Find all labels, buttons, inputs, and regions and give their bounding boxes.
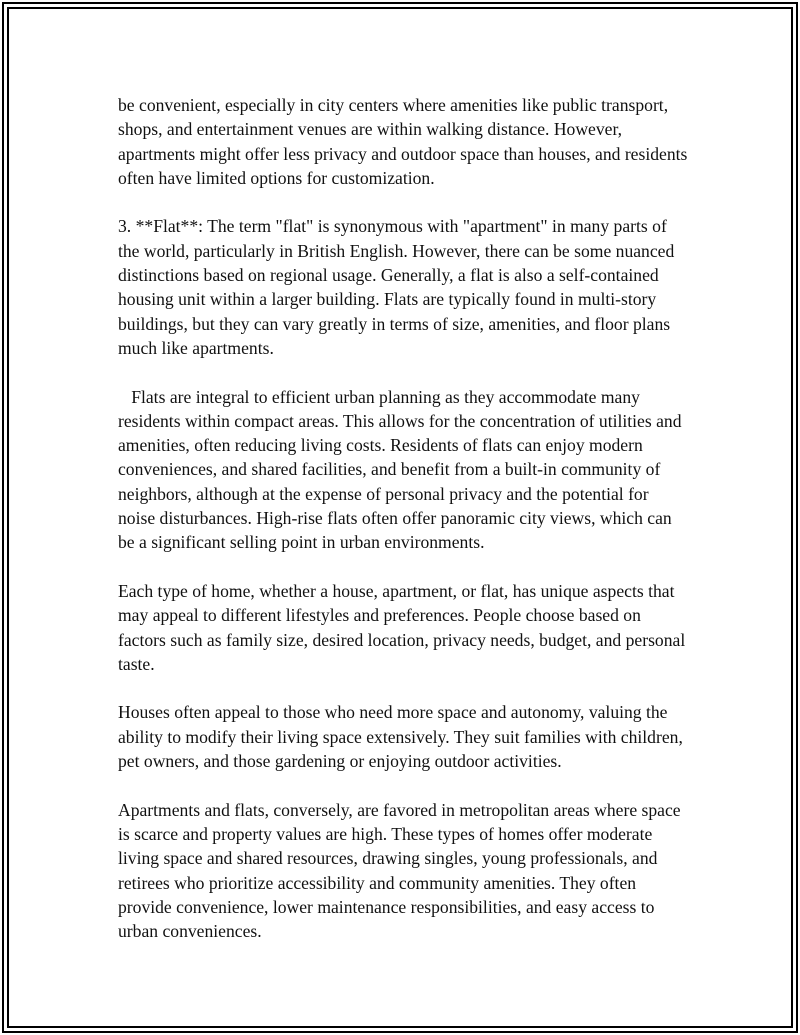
paragraph-houses-appeal: Houses often appeal to those who need more space and autonomy, valuing the ability to modify their living space extensively. They suit families with children, pet owners, and those gardening or enjoying outdoor activities. (118, 702, 688, 772)
paragraph-home-types-summary: Each type of home, whether a house, apartment, or flat, has unique aspects that may appeal to different lifestyles and preferences. People choose based on factors such as family size, desired location, privacy needs, budget, and personal taste. (118, 580, 690, 674)
paragraph-flat-definition: 3. **Flat**: The term "flat" is synonymous with "apartment" in many parts of the world, particularly in British English. However, there can be some nuanced distinctions based on regional usage. Generally, a flat is also a self-contained housing unit within a larger building. Flats are typically found in multi-story buildings, but they can vary greatly in terms of size, amenities, and floor plans much like apartments. (118, 216, 679, 358)
paragraph-apartment-continuation: be convenient, especially in city centers where amenities like public transport, shops, and entertainment venues are within walking distance. However, apartments might offer less privacy and outdoor space than houses, and residents often have limited options for customization. (118, 95, 692, 188)
paragraph-apartments-flats-appeal: Apartments and flats, conversely, are favored in metropolitan areas where space is scarce and property values are high. These types of homes offer moderate living space and shared resources, drawing singles, young professionals, and retirees who prioritize accessibility and community amenities. They often provide convenience, lower maintenance responsibilities, and easy access to urban conveniences. (118, 799, 686, 942)
document-body (118, 93, 692, 968)
paragraph-flat-urban-planning: Flats are integral to efficient urban planning as they accommodate many residents within compact areas. This allows for the concentration of utilities and amenities, often reducing living costs. Residents of flats can enjoy modern conveniences, and shared facilities, and benefit from a built-in community of neighbors, although at the expense of personal privacy and the potential for noise disturbances. High-rise flats often offer panoramic city views, which can be a significant selling point in urban environments. (118, 386, 686, 553)
